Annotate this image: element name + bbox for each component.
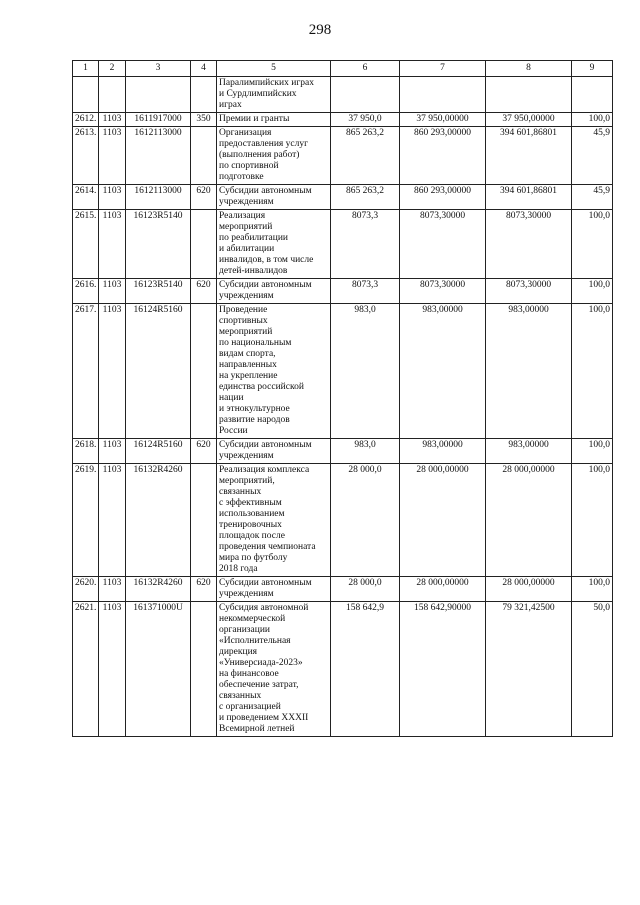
plan-amount-cell: 8073,3 xyxy=(331,279,400,304)
target-article-cell: 16123R5140 xyxy=(126,210,191,279)
executed-amount-cell: 394 601,86801 xyxy=(486,185,572,210)
adjusted-amount-cell: 983,00000 xyxy=(400,304,486,439)
description-cell: Субсидии автономным учреждениям xyxy=(217,185,331,210)
expense-type-cell: 620 xyxy=(191,577,217,602)
plan-amount-cell: 983,0 xyxy=(331,304,400,439)
adjusted-amount-cell: 28 000,00000 xyxy=(400,464,486,577)
plan-amount-cell: 37 950,0 xyxy=(331,113,400,127)
target-article-cell: 16124R5160 xyxy=(126,439,191,464)
table-body xyxy=(73,77,613,737)
row-number-cell: 2615. xyxy=(73,210,99,279)
expense-type-cell xyxy=(191,464,217,577)
expense-type-cell: 620 xyxy=(191,439,217,464)
target-article-cell: 1612113000 xyxy=(126,185,191,210)
table-row xyxy=(73,279,613,304)
row-number-cell: 2616. xyxy=(73,279,99,304)
plan-amount-cell: 865 263,2 xyxy=(331,127,400,185)
percent-cell: 45,9 xyxy=(572,185,613,210)
table-row xyxy=(73,304,613,439)
percent-cell: 50,0 xyxy=(572,602,613,737)
adjusted-amount-cell: 983,00000 xyxy=(400,439,486,464)
executed-amount-cell: 394 601,86801 xyxy=(486,127,572,185)
header-col-6: 6 xyxy=(331,61,400,77)
header-col-8: 8 xyxy=(486,61,572,77)
plan-amount-cell: 8073,3 xyxy=(331,210,400,279)
description-cell: Проведение спортивных мероприятий по национальным видам спорта, направленных на укрепление единства российской нации и этнокультурное развитие народов России xyxy=(217,304,331,439)
section-code-cell: 1103 xyxy=(99,304,126,439)
percent-cell xyxy=(572,77,613,113)
target-article-cell: 16132R4260 xyxy=(126,577,191,602)
percent-cell: 100,0 xyxy=(572,210,613,279)
table-row xyxy=(73,210,613,279)
description-cell: Субсидии автономным учреждениям xyxy=(217,439,331,464)
plan-amount-cell: 865 263,2 xyxy=(331,185,400,210)
page-number: 298 xyxy=(308,22,332,38)
percent-cell: 100,0 xyxy=(572,464,613,577)
row-number-cell: 2612. xyxy=(73,113,99,127)
row-number-cell: 2614. xyxy=(73,185,99,210)
header-col-4: 4 xyxy=(191,61,217,77)
section-code-cell: 1103 xyxy=(99,439,126,464)
row-number-cell: 2613. xyxy=(73,127,99,185)
table-row xyxy=(73,464,613,577)
adjusted-amount-cell: 158 642,90000 xyxy=(400,602,486,737)
plan-amount-cell: 158 642,9 xyxy=(331,602,400,737)
executed-amount-cell: 8073,30000 xyxy=(486,279,572,304)
plan-amount-cell: 983,0 xyxy=(331,439,400,464)
percent-cell: 45,9 xyxy=(572,127,613,185)
header-col-1: 1 xyxy=(73,61,99,77)
executed-amount-cell: 28 000,00000 xyxy=(486,577,572,602)
plan-amount-cell: 28 000,0 xyxy=(331,464,400,577)
row-number-cell: 2617. xyxy=(73,304,99,439)
executed-amount-cell: 8073,30000 xyxy=(486,210,572,279)
description-cell: Организация предоставления услуг (выполнения работ) по спортивной подготовке xyxy=(217,127,331,185)
executed-amount-cell: 79 321,42500 xyxy=(486,602,572,737)
expense-type-cell: 350 xyxy=(191,113,217,127)
section-code-cell: 1103 xyxy=(99,279,126,304)
table-row xyxy=(73,577,613,602)
row-number-cell: 2619. xyxy=(73,464,99,577)
table-row xyxy=(73,113,613,127)
percent-cell: 100,0 xyxy=(572,439,613,464)
row-number-cell: 2620. xyxy=(73,577,99,602)
section-code-cell: 1103 xyxy=(99,113,126,127)
header-col-9: 9 xyxy=(572,61,613,77)
executed-amount-cell: 37 950,00000 xyxy=(486,113,572,127)
table-row xyxy=(73,439,613,464)
adjusted-amount-cell: 860 293,00000 xyxy=(400,185,486,210)
target-article-cell: 16124R5160 xyxy=(126,304,191,439)
row-number-cell xyxy=(73,77,99,113)
expense-type-cell: 620 xyxy=(191,185,217,210)
description-cell: Субсидии автономным учреждениям xyxy=(217,279,331,304)
percent-cell: 100,0 xyxy=(572,113,613,127)
adjusted-amount-cell: 37 950,00000 xyxy=(400,113,486,127)
expense-type-cell xyxy=(191,304,217,439)
description-cell: Реализация комплекса мероприятий, связанных с эффективным использованием тренировочных площадок после проведения чемпионата мира по футболу 2018 года xyxy=(217,464,331,577)
section-code-cell: 1103 xyxy=(99,127,126,185)
section-code-cell: 1103 xyxy=(99,210,126,279)
description-cell: Субсидия автономной некоммерческой организации «Исполнительная дирекция «Универсиада-2023» на финансовое обеспечение затрат, связанных с организацией и проведением XXXII Всемирной летней xyxy=(217,602,331,737)
section-code-cell: 1103 xyxy=(99,185,126,210)
description-cell: Субсидии автономным учреждениям xyxy=(217,577,331,602)
adjusted-amount-cell: 28 000,00000 xyxy=(400,577,486,602)
plan-amount-cell: 28 000,0 xyxy=(331,577,400,602)
header-col-3: 3 xyxy=(126,61,191,77)
row-number-cell: 2621. xyxy=(73,602,99,737)
target-article-cell: 16123R5140 xyxy=(126,279,191,304)
header-col-7: 7 xyxy=(400,61,486,77)
expense-type-cell xyxy=(191,210,217,279)
description-cell: Премии и гранты xyxy=(217,113,331,127)
description-cell: Паралимпийских играх и Сурдлимпийских играх xyxy=(217,77,331,113)
section-code-cell: 1103 xyxy=(99,577,126,602)
adjusted-amount-cell: 8073,30000 xyxy=(400,279,486,304)
row-number-cell: 2618. xyxy=(73,439,99,464)
adjusted-amount-cell: 860 293,00000 xyxy=(400,127,486,185)
expense-type-cell xyxy=(191,77,217,113)
section-code-cell: 1103 xyxy=(99,464,126,577)
table-header xyxy=(73,61,613,77)
table-row xyxy=(73,185,613,210)
target-article-cell: 1611917000 xyxy=(126,113,191,127)
target-article-cell: 161371000U xyxy=(126,602,191,737)
section-code-cell: 1103 xyxy=(99,602,126,737)
executed-amount-cell: 983,00000 xyxy=(486,304,572,439)
section-code-cell xyxy=(99,77,126,113)
adjusted-amount-cell xyxy=(400,77,486,113)
table-row xyxy=(73,77,613,113)
expense-type-cell: 620 xyxy=(191,279,217,304)
percent-cell: 100,0 xyxy=(572,279,613,304)
plan-amount-cell xyxy=(331,77,400,113)
header-col-2: 2 xyxy=(99,61,126,77)
description-cell: Реализация мероприятий по реабилитации и абилитации инвалидов, в том числе детей-инвалидов xyxy=(217,210,331,279)
percent-cell: 100,0 xyxy=(572,577,613,602)
adjusted-amount-cell: 8073,30000 xyxy=(400,210,486,279)
budget-table xyxy=(72,60,613,737)
header-row xyxy=(73,61,613,77)
table-row xyxy=(73,602,613,737)
header-col-5: 5 xyxy=(217,61,331,77)
table-row xyxy=(73,127,613,185)
target-article-cell xyxy=(126,77,191,113)
executed-amount-cell xyxy=(486,77,572,113)
target-article-cell: 16132R4260 xyxy=(126,464,191,577)
target-article-cell: 1612113000 xyxy=(126,127,191,185)
executed-amount-cell: 28 000,00000 xyxy=(486,464,572,577)
executed-amount-cell: 983,00000 xyxy=(486,439,572,464)
percent-cell: 100,0 xyxy=(572,304,613,439)
expense-type-cell xyxy=(191,127,217,185)
expense-type-cell xyxy=(191,602,217,737)
